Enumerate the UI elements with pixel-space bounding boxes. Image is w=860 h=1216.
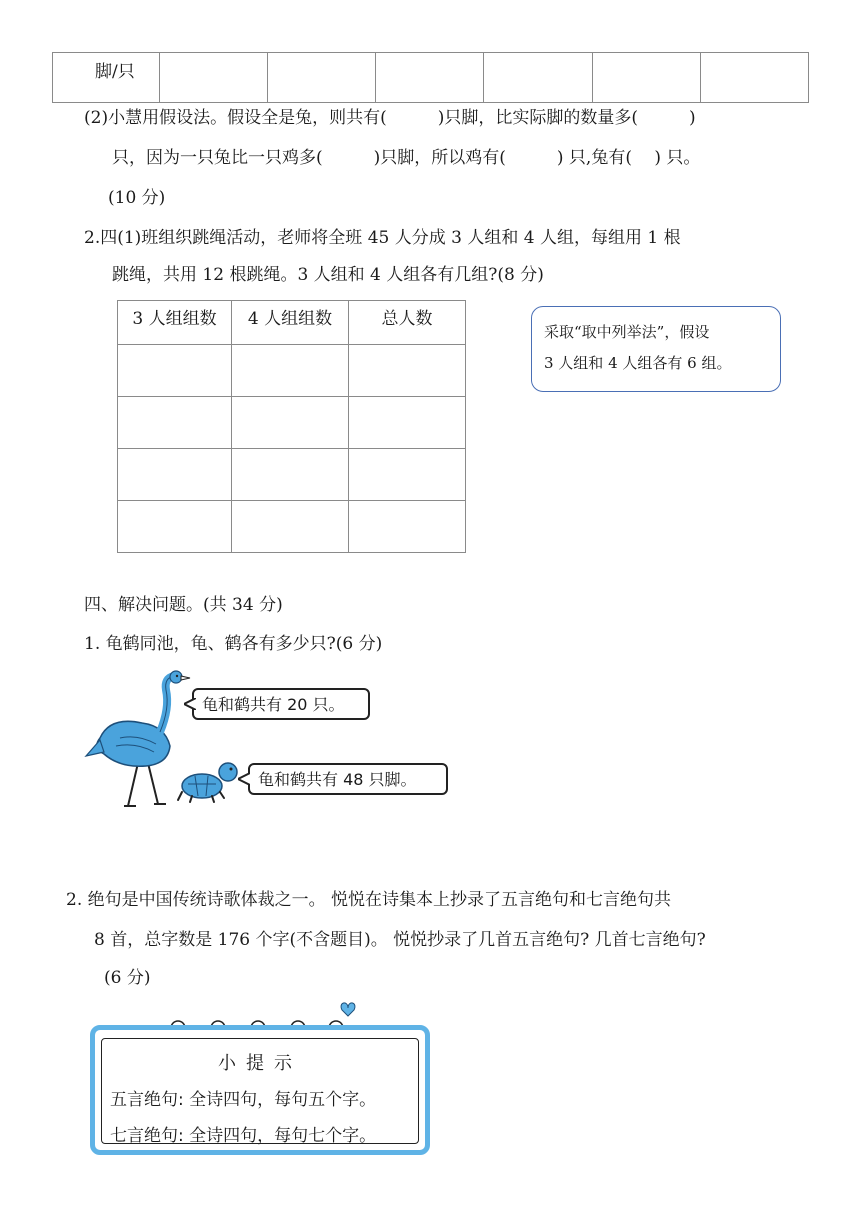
table-row [118, 345, 466, 397]
s4-q2-line2: 8 首，总字数是 176 个字(不含题目)。 悦悦抄录了几首五言绝句? 几首七言绝句? [94, 930, 706, 950]
tip-card [90, 1025, 430, 1155]
crane-speech-bubble [192, 688, 370, 720]
feet-cell [376, 53, 484, 103]
section-title: 四、解决问题。(共 34 分) [84, 595, 283, 615]
q2-line2: 跳绳，共用 12 根跳绳。3 人组和 4 人组各有几组?(8 分) [112, 265, 544, 285]
bubble-tail-icon [238, 773, 250, 785]
turtle-speech-bubble [248, 763, 448, 795]
s4-q1-text: 1. 龟鹤同池，龟、鹤各有多少只?(6 分) [84, 634, 383, 654]
feet-cell [484, 53, 592, 103]
table-row [118, 501, 466, 553]
table-row [118, 449, 466, 501]
feet-row-label: 脚/只 [53, 53, 160, 103]
crane-speech-text: 龟和鹤共有 20 只。 [202, 695, 345, 714]
feet-cell [268, 53, 376, 103]
tip-line: 七言绝句: 全诗四句，每句七个字。 [110, 1126, 377, 1146]
hint-line: 3 人组和 4 人组各有 6 组。 [544, 354, 732, 372]
q1-part2-score: (10 分) [108, 188, 166, 208]
feet-table [52, 52, 809, 103]
heart-icon [341, 1003, 355, 1016]
q1-part2-line1: (2)小慧用假设法。假设全是兔，则共有( )只脚，比实际脚的数量多( ) [84, 108, 696, 128]
group-table-header: 3 人组组数 [118, 301, 232, 345]
group-table [117, 300, 466, 553]
hint-line: 采取“取中列举法”，假设 [544, 323, 710, 341]
q1-part2-line2: 只，因为一只兔比一只鸡多( )只脚，所以鸡有( ) 只,兔有( ) 只。 [112, 148, 701, 168]
s4-q2-score: (6 分) [104, 968, 151, 988]
tip-title: 小提示 [218, 1053, 302, 1074]
crane-icon [86, 671, 190, 806]
feet-cell [700, 53, 808, 103]
turtle-icon [178, 763, 237, 802]
s4-q2-line1: 2. 绝句是中国传统诗歌体裁之一。 悦悦在诗集本上抄录了五言绝句和七言绝句共 [66, 890, 672, 910]
turtle-speech-text: 龟和鹤共有 48 只脚。 [258, 770, 417, 789]
feet-cell [592, 53, 700, 103]
hint-box [531, 306, 781, 392]
q2-line1: 2.四(1)班组织跳绳活动，老师将全班 45 人分成 3 人组和 4 人组，每组用 1 根 [84, 228, 681, 248]
table-row [118, 397, 466, 449]
feet-cell [160, 53, 268, 103]
tip-line: 五言绝句: 全诗四句，每句五个字。 [110, 1090, 377, 1110]
group-table-header: 4 人组组数 [232, 301, 349, 345]
bubble-tail-icon [184, 698, 196, 710]
group-table-header: 总人数 [349, 301, 466, 345]
